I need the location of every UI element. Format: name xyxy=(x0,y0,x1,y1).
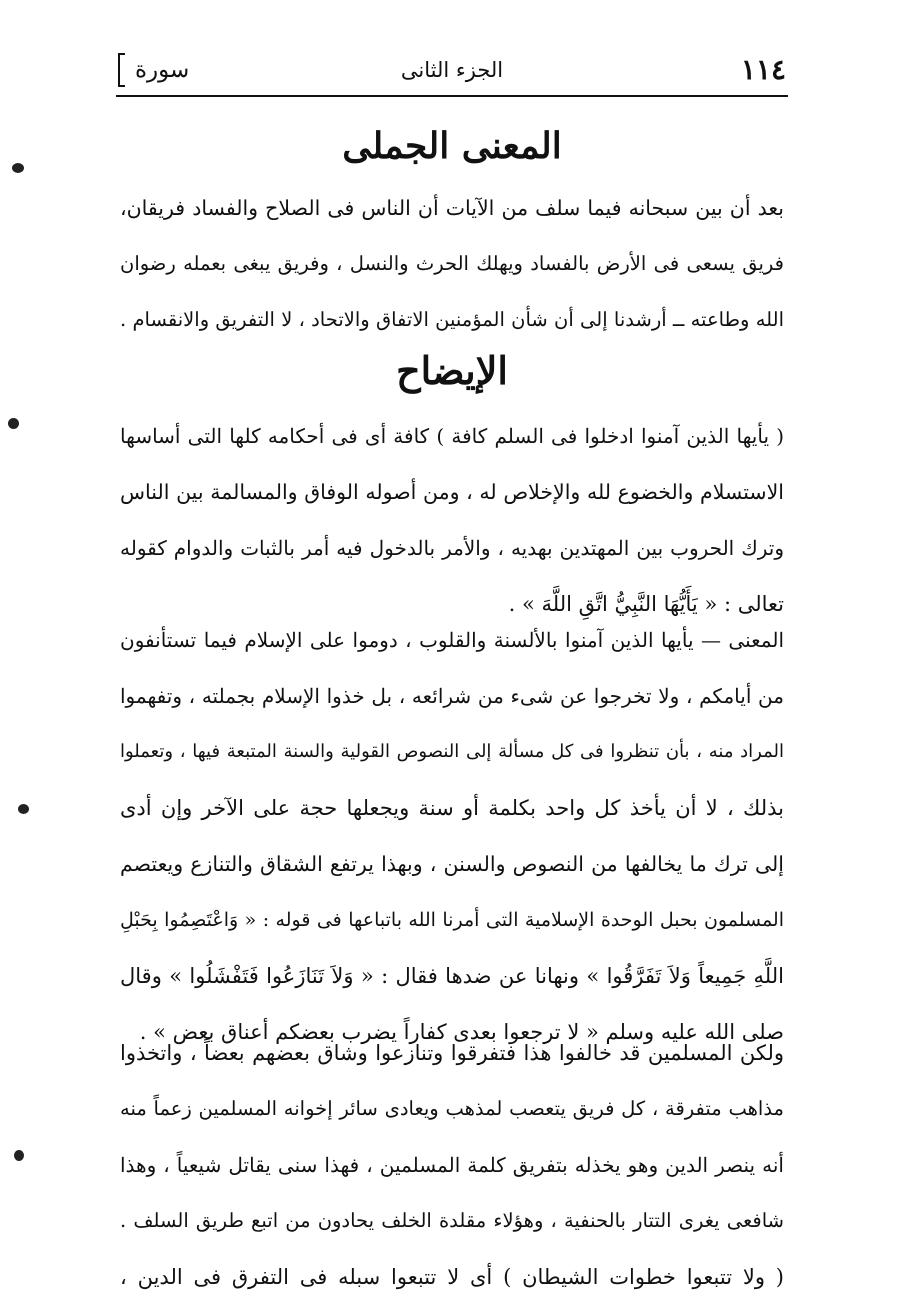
paragraph-muslims-divided xyxy=(120,1025,784,1305)
scan-speck xyxy=(12,163,24,173)
text-line: الاستسلام والخضوع لله والإخلاص له ، ومن أصوله الوفاق والمسالمة بين الناس xyxy=(120,480,784,504)
paragraph-summary xyxy=(120,180,784,348)
paragraph-verse-explanation xyxy=(120,408,784,632)
text-line: أنه ينصر الدين وهو يخذله بتفريق كلمة المسلمين ، فهذا سنى يقاتل شيعياً ، وهذا xyxy=(120,1153,784,1177)
page-number: ١١٤ xyxy=(740,53,786,86)
section-heading-summary: المعنى الجملى xyxy=(342,125,562,167)
scan-speck xyxy=(8,418,19,429)
section-heading-explanation: الإيضاح xyxy=(396,348,508,393)
text-line: بذلك ، لا أن يأخذ كل واحد بكلمة أو سنة ويجعلها حجة على الآخر وإن أدى xyxy=(120,796,784,820)
scan-speck xyxy=(18,804,29,814)
text-line: الله وطاعته ــ أرشدنا إلى أن شأن المؤمنين الاتفاق والاتحاد ، لا التفريق والانقسام . xyxy=(120,308,784,331)
text-line: ( يأيها الذين آمنوا ادخلوا فى السلم كافة ) كافة أى فى أحكامه كلها التى أساسها xyxy=(120,424,784,448)
text-line: اللَّهِ جَمِيعاً وَلاَ تَفَرَّقُوا » ونهانا عن ضدها فقال : « وَلاَ تَنَازَعُوا فَتَفْشَلُوا » وقال xyxy=(120,964,784,988)
text-line: فريق يسعى فى الأرض بالفساد ويهلك الحرث والنسل ، وفريق يبغى بعمله رضوان xyxy=(120,252,784,275)
text-line: مذاهب متفرقة ، كل فريق يتعصب لمذهب ويعادى سائر إخوانه المسلمين زعماً منه xyxy=(120,1097,784,1120)
page-header xyxy=(118,50,786,94)
text-line: بعد أن بين سبحانه فيما سلف من الآيات أن الناس فى الصلاح والفساد فريقان، xyxy=(120,196,784,220)
scan-speck xyxy=(14,1150,24,1161)
header-rule xyxy=(116,95,788,97)
text-line: إلى ترك ما يخالفها من النصوص والسنن ، وبهذا يرتفع الشقاق والتنازع ويعتصم xyxy=(120,852,784,876)
text-line: من أيامكم ، ولا تخرجوا عن شىء من شرائعه ، بل خذوا الإسلام بجملته ، وتفهموا xyxy=(120,684,784,708)
surah-label-text: سورة xyxy=(135,57,190,83)
running-title: الجزء الثانى xyxy=(400,58,504,82)
text-line: صلى الله عليه وسلم « لا ترجعوا بعدى كفاراً يضرب بعضكم أعناق بعض » . xyxy=(139,1020,784,1044)
text-line: ( ولا تتبعوا خطوات الشيطان ) أى لا تتبعوا سبله فى التفرق فى الدين ، xyxy=(120,1265,784,1289)
text-line: شافعى يغرى التتار بالحنفية ، وهؤلاء مقلدة الخلف يحادون من اتبع طريق السلف . xyxy=(120,1209,784,1232)
text-line: المعنى — يأيها الذين آمنوا بالألسنة والقلوب ، دوموا على الإسلام فيما تستأنفون xyxy=(120,628,784,652)
text-line: تعالى : « يَأَيُّهَا النَّبِيُّ اتَّقِ اللَّهَ » . xyxy=(508,592,784,616)
text-line: وترك الحروب بين المهتدين بهديه ، والأمر بالدخول فيه أمر بالثبات والدوام كقوله xyxy=(120,536,784,560)
text-line: المسلمون بحبل الوحدة الإسلامية التى أمرنا الله باتباعها فى قوله : « وَاعْتَصِمُوا بِحَبْلِ xyxy=(120,909,784,931)
text-line: ولكن المسلمين قد خالفوا هذا فتفرقوا وتنازعوا وشاق بعضهم بعضاً ، واتخذوا xyxy=(120,1041,784,1065)
paragraph-meaning xyxy=(120,612,784,1060)
text-line: المراد منه ، بأن تنظروا فى كل مسألة إلى النصوص القولية والسنة المتبعة فيها ، وتعملوا xyxy=(120,741,784,762)
